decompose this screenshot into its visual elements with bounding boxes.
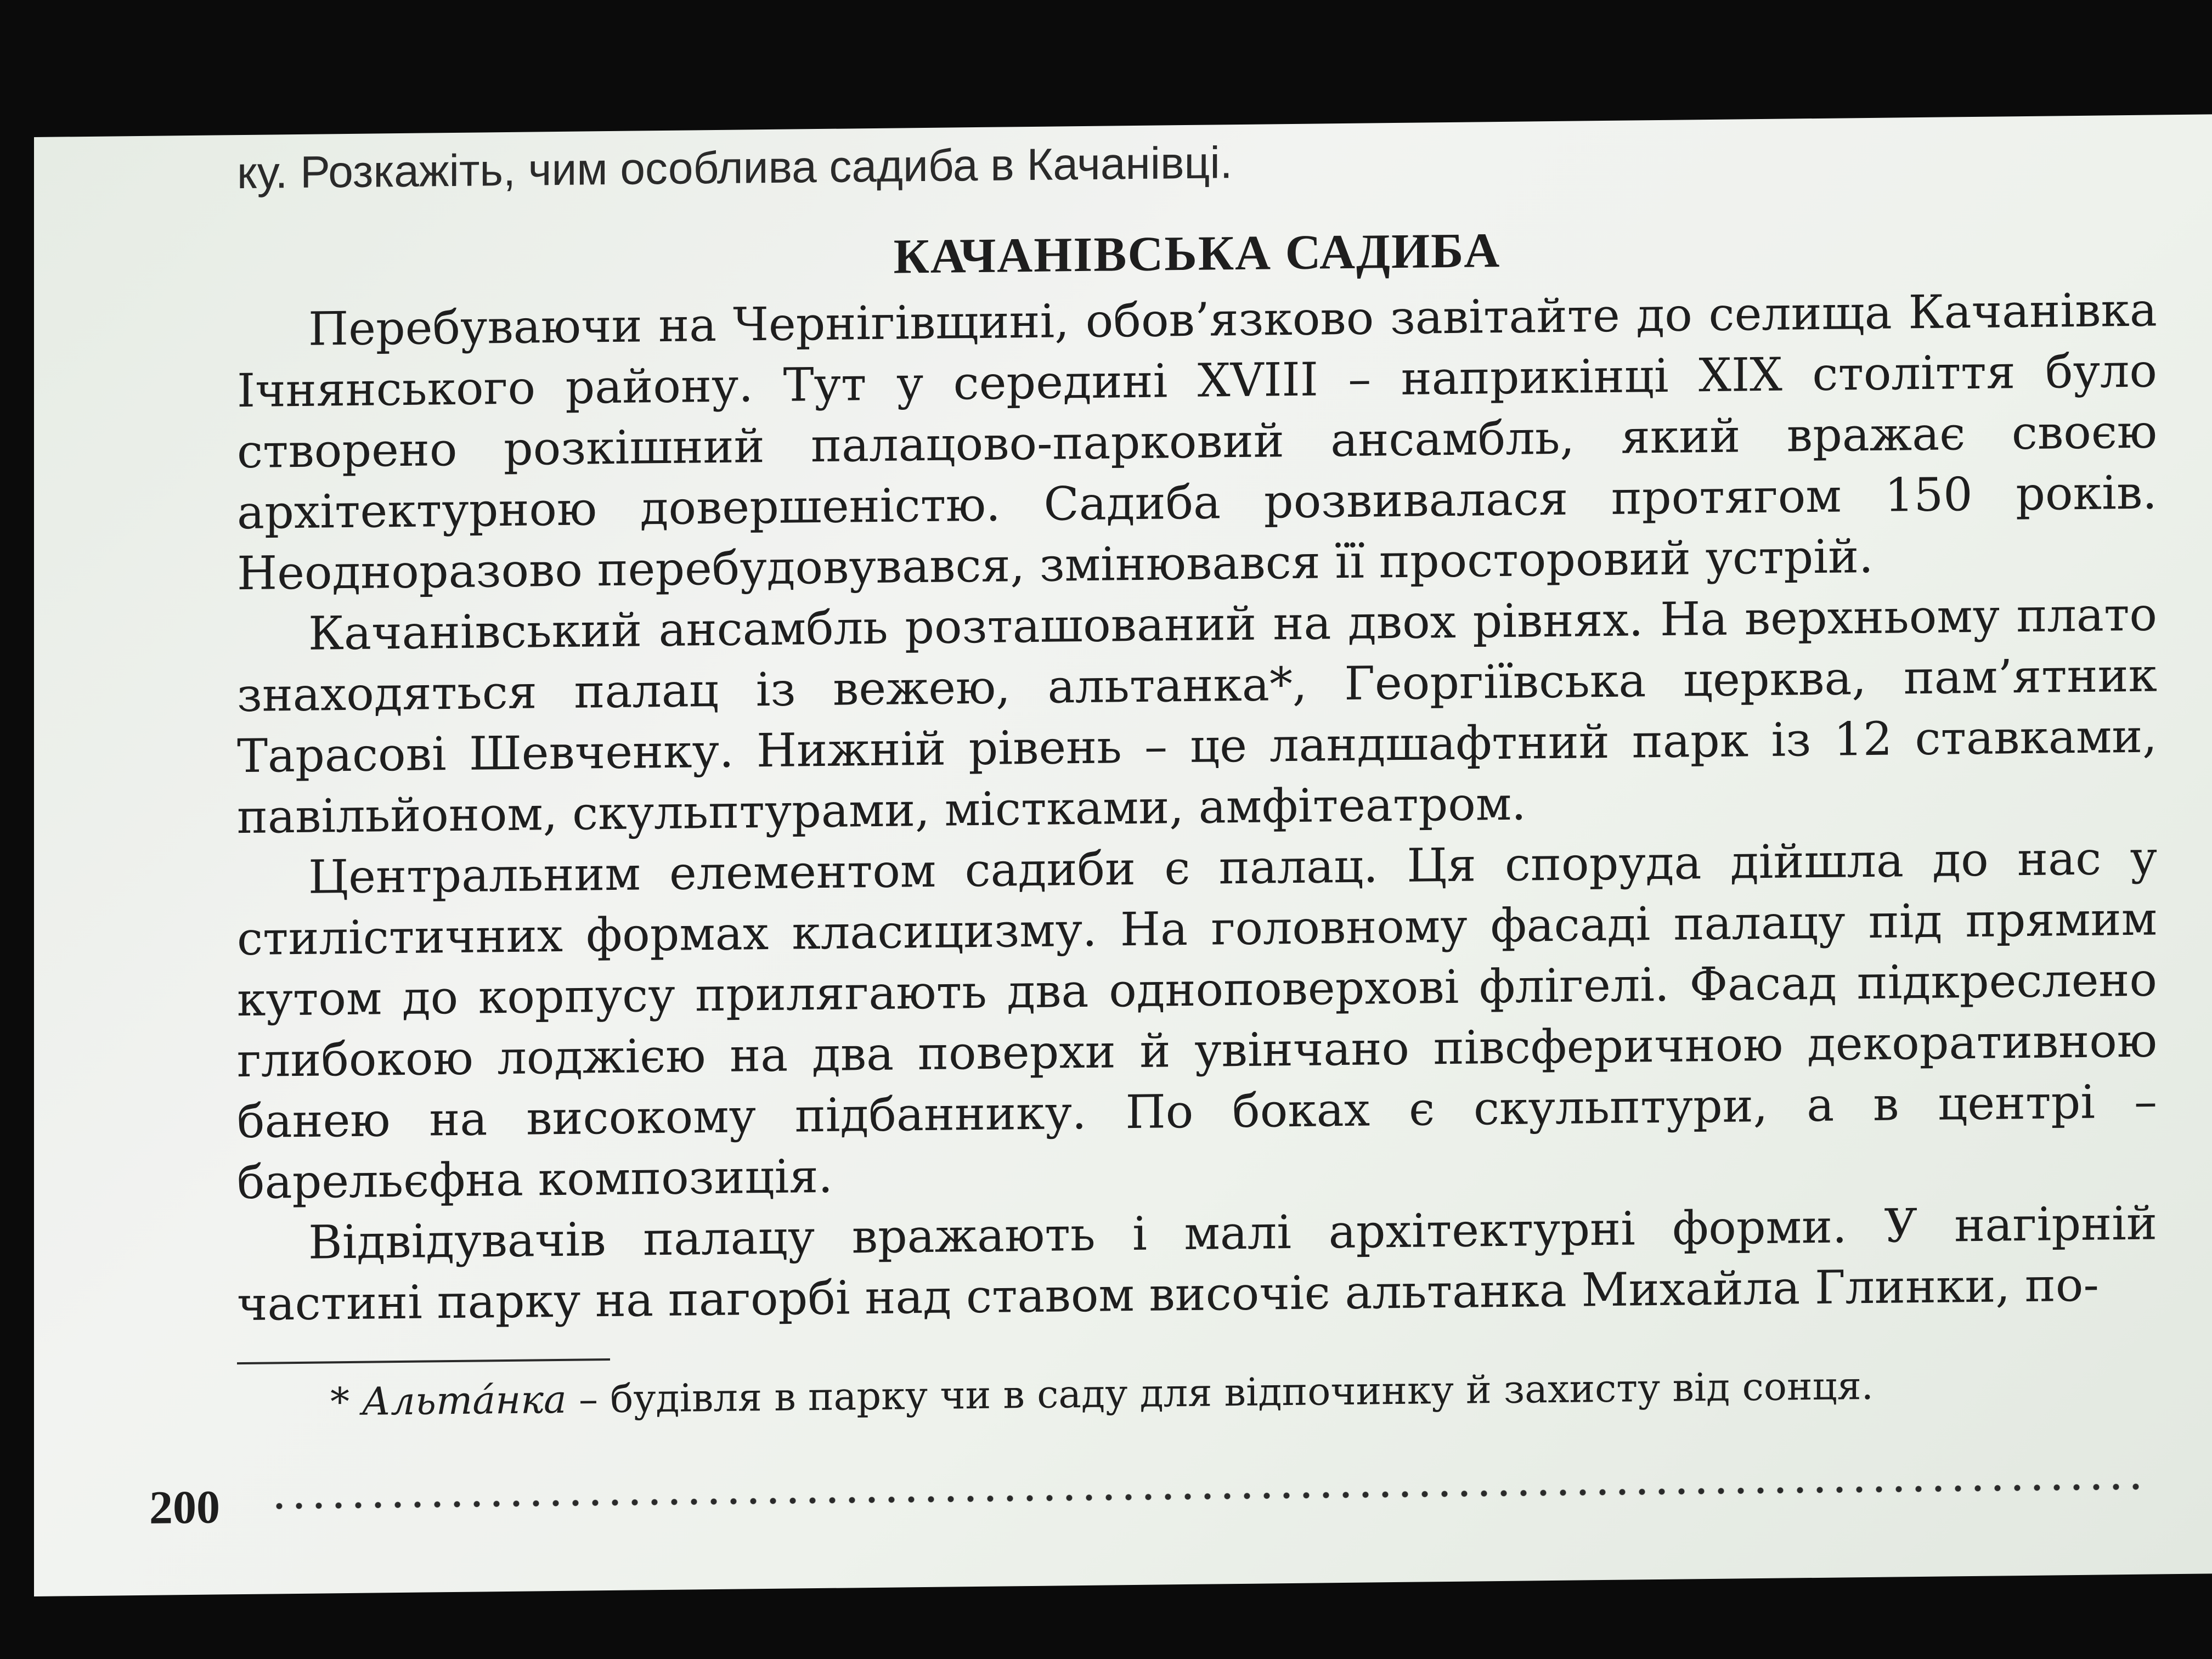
- book-page: [34, 114, 2212, 1596]
- page-footer: [149, 1459, 2152, 1535]
- paragraph-1: Перебуваючи на Чернігівщині, обов’язково завітайте до селища Качанівка Ічнянського району. Тут у середині XVIII – наприкінці XIX століття було створено розкішний палацово-парковий ансамбль, який вражає своєю архітектурною довершеністю. Садиба розвивалася протягом 150 років. Неодноразово перебудовувався, змінювався її просторовий устрій.: [237, 283, 2157, 601]
- dotted-line: [269, 1483, 2152, 1510]
- page-title: КАЧАНІВСЬКА САДИБА: [893, 223, 1501, 284]
- footnote-marker: *: [330, 1379, 362, 1425]
- footnote-term: Альта́нка: [362, 1376, 567, 1424]
- previous-line: ку. Розкажіть, чим особлива садиба в Качанівці.: [237, 138, 1233, 199]
- footnote-divider: [237, 1358, 610, 1364]
- footnote: [330, 1355, 2157, 1429]
- paragraph-3: Центральним елементом садиби є палац. Ця споруда дійшла до нас у стилістичних формах класицизму. На головному фасаді палацу під прямим кутом до корпусу прилягають два одноповерхові флігелі. Фасад підкреслено глибокою лоджією на два поверхи й увінчано півсферичною декоративною банею на високому підбаннику. По боках є скульптури, а в центрі – барельєфна композиція.: [237, 831, 2157, 1210]
- paragraph-4: Відвідувачів палацу вражають і малі архітектурні форми. У нагірній частині парку на пагорбі над ставом височіє альтанка Михайла Глинки, по-: [237, 1196, 2157, 1331]
- page-number: 200: [149, 1480, 220, 1534]
- page-content: [237, 126, 2157, 1430]
- footnote-definition: – будівля в парку чи в саду для відпочинку й захисту від сонця.: [566, 1363, 1874, 1422]
- paragraph-2: Качанівський ансамбль розташований на двох рівнях. На верхньому плато знаходяться палац із вежею, альтанка*, Георгіївська церква, пам’ятник Тарасові Шевченку. Нижній рівень – це ландшафтний парк із 12 ставками, павільйоном, скульптурами, містками, амфітеатром.: [237, 587, 2157, 844]
